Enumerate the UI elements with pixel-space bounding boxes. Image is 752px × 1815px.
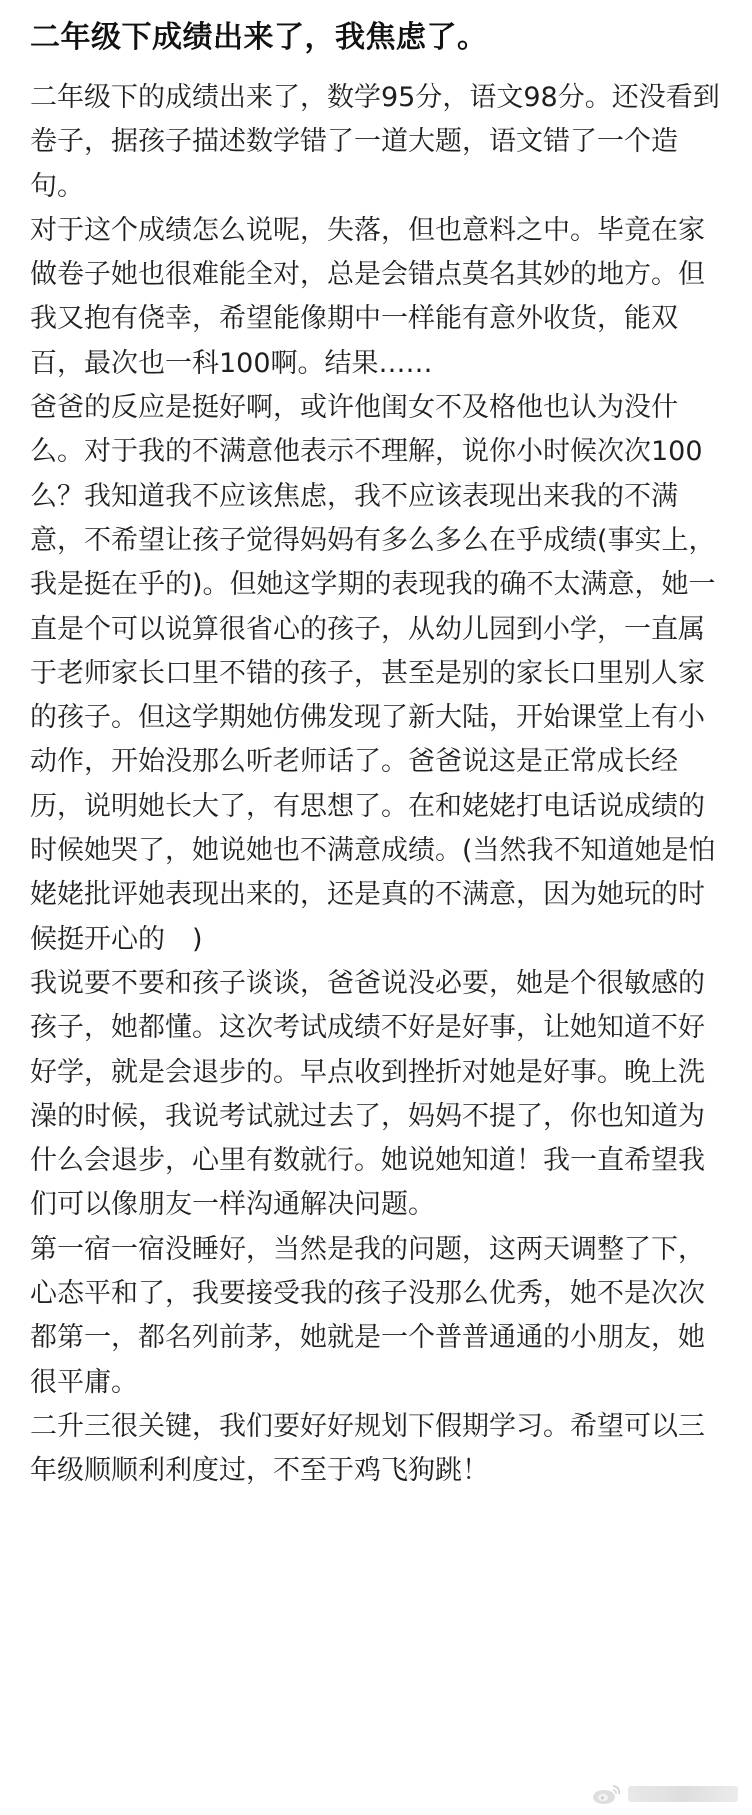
paragraph: 我说要不要和孩子谈谈，爸爸说没必要，她是个很敏感的孩子，她都懂。这次考试成绩不好是好事，让她知道不好好学，就是会退步的。早点收到挫折对她是好事。晚上洗澡的时候，我说考试就过去了，妈妈不提了，你也知道为什么会退步，心里有数就行。她说她知道！我一直希望我们可以像朋友一样沟通解决问题。 (30, 967, 705, 1221)
paragraph: 二升三很关键，我们要好好规划下假期学习。希望可以三年级顺顺利利度过，不至于鸡飞狗跳！ (30, 1410, 705, 1487)
watermark-label-blur (628, 1786, 738, 1802)
post-body (30, 76, 724, 1494)
watermark (592, 1783, 738, 1805)
paragraph: 第一宿一宿没睡好，当然是我的问题，这两天调整了下，心态平和了，我要接受我的孩子没那么优秀，她不是次次都第一，都名列前茅，她就是一个普普通通的小朋友，她很平庸。 (30, 1233, 705, 1398)
paragraph: 二年级下的成绩出来了，数学95分，语文98分。还没看到卷子，据孩子描述数学错了一道大题，语文错了一个造句。 (30, 82, 720, 202)
weibo-logo-icon (592, 1783, 622, 1805)
paragraph: 对于这个成绩怎么说呢，失落，但也意料之中。毕竟在家做卷子她也很难能全对，总是会错点莫名其妙的地方。但我又抱有侥幸，希望能像期中一样能有意外收货，能双百，最次也一科100啊。结果…… (30, 214, 705, 379)
paragraph: 爸爸的反应是挺好啊，或许他闺女不及格他也认为没什么。对于我的不满意他表示不理解，说你小时候次次100么？我知道我不应该焦虑，我不应该表现出来我的不满意，不希望让孩子觉得妈妈有多么多么在乎成绩(事实上，我是挺在乎的)。但她这学期的表现我的确不太满意，她一直是个可以说算很省心的孩子，从幼儿园到小学，一直属于老师家长口里不错的孩子，甚至是别的家长口里别人家的孩子。但这学期她仿佛发现了新大陆，开始课堂上有小动作，开始没那么听老师话了。爸爸说这是正常成长经历，说明她长大了，有思想了。在和姥姥打电话说成绩的时候她哭了，她说她也不满意成绩。(当然我不知道她是怕姥姥批评她表现出来的，还是真的不满意，因为她玩的时候挺开心的 ) (30, 392, 716, 955)
post-title: 二年级下成绩出来了，我焦虑了。 (30, 20, 488, 55)
